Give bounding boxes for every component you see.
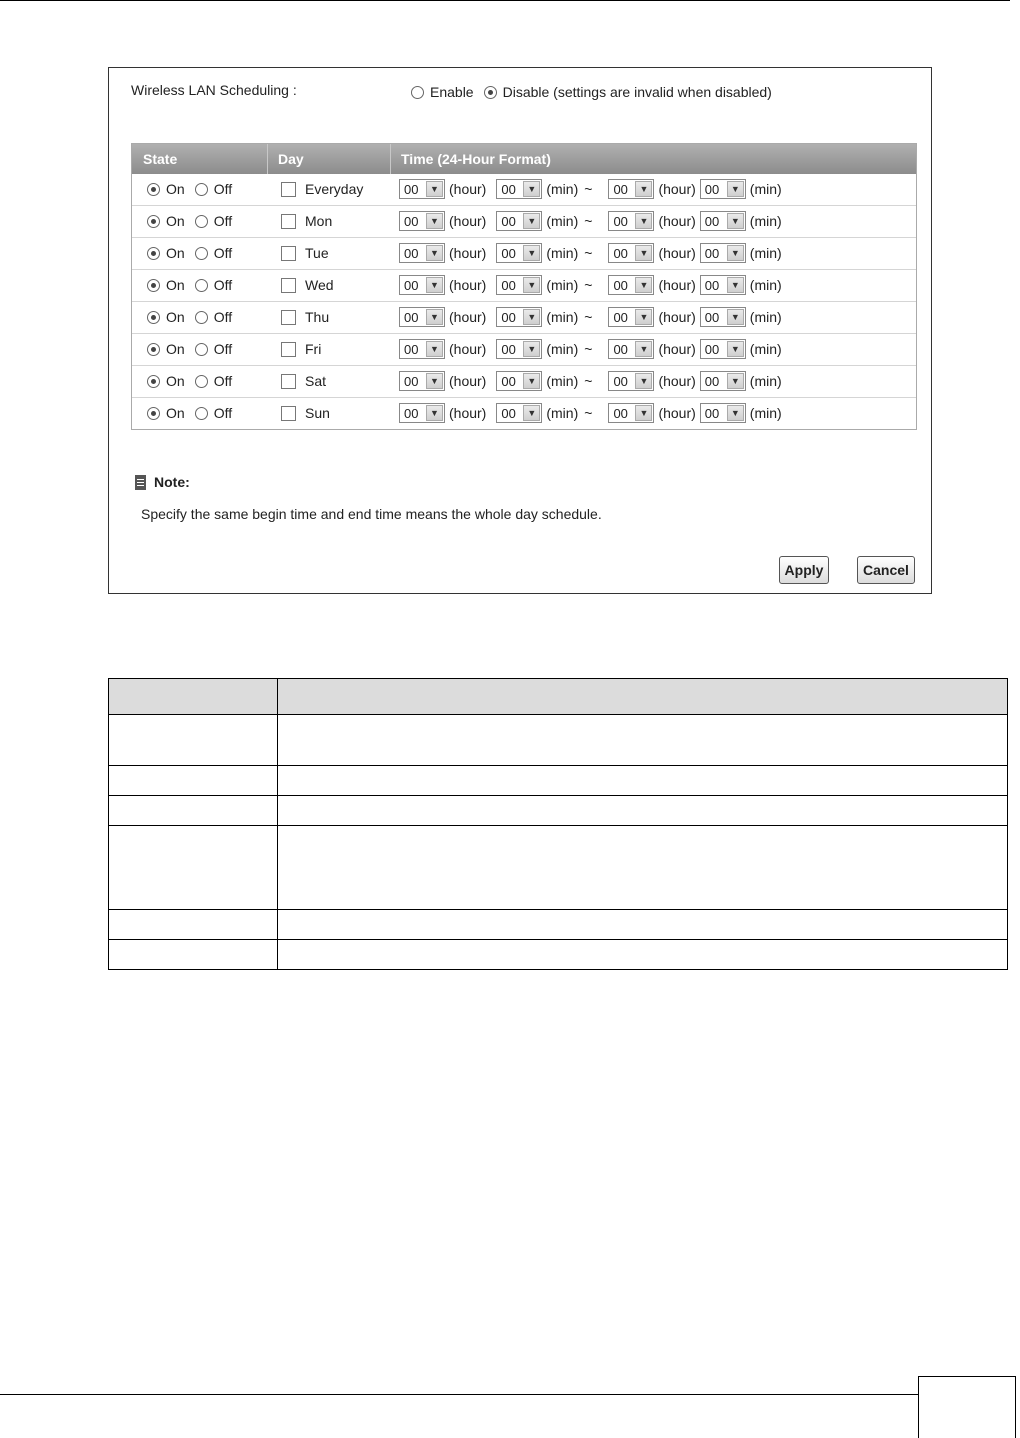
- state-on-radio[interactable]: [147, 407, 160, 420]
- schedule-rows: [132, 174, 916, 429]
- hour-unit: (hour): [658, 309, 696, 325]
- day-label: Everyday: [305, 181, 364, 197]
- chevron-down-icon: ▼: [523, 405, 540, 421]
- note-text: Specify the same begin time and end time means the whole day schedule.: [141, 506, 602, 522]
- chevron-down-icon: ▼: [635, 405, 652, 421]
- state-on-label: On: [166, 309, 185, 325]
- day-label: Fri: [305, 341, 322, 357]
- state-cell: [147, 341, 232, 357]
- state-on-label: On: [166, 277, 185, 293]
- start-hour-select-value: 00: [404, 277, 419, 293]
- end-min-select-value: 00: [704, 373, 720, 389]
- enable-radio[interactable]: [411, 86, 424, 99]
- state-on-label: On: [166, 213, 185, 229]
- end-min-select[interactable]: [700, 371, 746, 391]
- end-min-select[interactable]: [700, 243, 746, 263]
- chevron-down-icon: ▼: [635, 277, 652, 293]
- state-on-label: On: [166, 181, 185, 197]
- chevron-down-icon: ▼: [523, 309, 540, 325]
- end-hour-select-value: 00: [613, 309, 628, 325]
- end-min-select[interactable]: [700, 211, 746, 231]
- day-cell: [281, 373, 326, 389]
- schedule-row: [132, 237, 916, 269]
- end-min-select-value: 00: [704, 309, 720, 325]
- day-checkbox[interactable]: [281, 310, 296, 325]
- time-cell: [399, 403, 782, 423]
- state-off-radio[interactable]: [195, 407, 208, 420]
- start-min-select-value: 00: [501, 405, 516, 421]
- table-cell: [109, 796, 278, 826]
- state-on-label: On: [166, 373, 185, 389]
- day-checkbox[interactable]: [281, 374, 296, 389]
- min-unit: (min): [749, 373, 782, 389]
- state-on-label: On: [166, 341, 185, 357]
- hour-unit: (hour): [449, 181, 487, 197]
- hour-unit: (hour): [449, 245, 487, 261]
- hour-unit: (hour): [449, 309, 487, 325]
- time-cell: [399, 243, 782, 263]
- table-row: [109, 715, 1008, 766]
- table-cell: [278, 910, 1008, 940]
- day-cell: [281, 181, 363, 197]
- chevron-down-icon: ▼: [727, 277, 744, 293]
- end-hour-select-value: 00: [613, 405, 628, 421]
- start-min-select[interactable]: [496, 179, 542, 199]
- time-cell: [399, 211, 782, 231]
- schedule-row: [132, 205, 916, 237]
- start-hour-select[interactable]: [399, 179, 445, 199]
- disable-label: Disable (settings are invalid when disabled): [502, 84, 772, 100]
- note-icon: [135, 475, 146, 490]
- day-label: Thu: [305, 309, 330, 325]
- hour-unit: (hour): [658, 245, 696, 261]
- schedule-row: [132, 301, 916, 333]
- min-unit: (min): [546, 213, 579, 229]
- end-min-select[interactable]: [700, 275, 746, 295]
- min-unit: (min): [546, 309, 579, 325]
- state-off-label: Off: [213, 405, 233, 421]
- state-on-radio[interactable]: [147, 247, 160, 260]
- state-off-radio[interactable]: [195, 343, 208, 356]
- chevron-down-icon: ▼: [727, 341, 744, 357]
- state-off-label: Off: [213, 277, 233, 293]
- start-hour-select-value: 00: [404, 213, 419, 229]
- chevron-down-icon: ▼: [523, 213, 540, 229]
- header-divider: [267, 144, 268, 174]
- header-time: Time (24-Hour Format): [401, 151, 551, 167]
- chevron-down-icon: ▼: [635, 181, 652, 197]
- start-min-select[interactable]: [496, 371, 542, 391]
- state-cell: [147, 245, 232, 261]
- day-checkbox[interactable]: [281, 182, 296, 197]
- state-off-label: Off: [213, 181, 233, 197]
- state-on-radio[interactable]: [147, 311, 160, 324]
- table-cell: [278, 940, 1008, 970]
- time-cell: [399, 179, 782, 199]
- end-hour-select[interactable]: [608, 371, 654, 391]
- chevron-down-icon: ▼: [635, 341, 652, 357]
- day-checkbox[interactable]: [281, 278, 296, 293]
- table-header-cell: [109, 679, 278, 715]
- time-separator: ~: [584, 373, 593, 389]
- min-unit: (min): [546, 181, 579, 197]
- state-cell: [147, 181, 232, 197]
- start-min-select-value: 00: [501, 341, 516, 357]
- chevron-down-icon: ▼: [727, 181, 744, 197]
- table-header-cell: [278, 679, 1008, 715]
- state-cell: [147, 277, 232, 293]
- day-cell: [281, 341, 321, 357]
- chevron-down-icon: ▼: [426, 181, 443, 197]
- start-min-select[interactable]: [496, 275, 542, 295]
- chevron-down-icon: ▼: [635, 213, 652, 229]
- chevron-down-icon: ▼: [426, 309, 443, 325]
- end-min-select[interactable]: [700, 339, 746, 359]
- schedule-row: [132, 333, 916, 365]
- min-unit: (min): [546, 277, 579, 293]
- time-separator: ~: [584, 213, 593, 229]
- header-rule: [0, 0, 1010, 1]
- table-row: [109, 910, 1008, 940]
- hour-unit: (hour): [658, 373, 696, 389]
- end-hour-select-value: 00: [613, 213, 628, 229]
- hour-unit: (hour): [449, 213, 487, 229]
- day-cell: [281, 213, 332, 229]
- day-checkbox[interactable]: [281, 406, 296, 421]
- state-on-radio[interactable]: [147, 375, 160, 388]
- chevron-down-icon: ▼: [523, 373, 540, 389]
- end-hour-select-value: 00: [613, 277, 628, 293]
- chevron-down-icon: ▼: [727, 373, 744, 389]
- chevron-down-icon: ▼: [426, 277, 443, 293]
- start-min-select-value: 00: [501, 181, 516, 197]
- chevron-down-icon: ▼: [635, 245, 652, 261]
- note-heading: [135, 474, 190, 490]
- min-unit: (min): [546, 341, 579, 357]
- chevron-down-icon: ▼: [727, 309, 744, 325]
- header-divider: [390, 144, 391, 174]
- chevron-down-icon: ▼: [523, 277, 540, 293]
- end-hour-select[interactable]: [608, 339, 654, 359]
- start-min-select-value: 00: [501, 309, 516, 325]
- start-min-select-value: 00: [501, 277, 516, 293]
- day-label: Sun: [305, 405, 330, 421]
- start-hour-select[interactable]: [399, 243, 445, 263]
- table-row: [109, 826, 1008, 910]
- chevron-down-icon: ▼: [523, 245, 540, 261]
- start-min-select[interactable]: [496, 339, 542, 359]
- state-off-label: Off: [213, 309, 233, 325]
- enable-label: Enable: [430, 84, 474, 100]
- schedule-row: [132, 397, 916, 429]
- footer-rule: [0, 1394, 918, 1395]
- hour-unit: (hour): [449, 277, 487, 293]
- day-label: Mon: [305, 213, 333, 229]
- end-min-select-value: 00: [704, 181, 720, 197]
- chevron-down-icon: ▼: [727, 405, 744, 421]
- time-cell: [399, 275, 782, 295]
- table-header-row: [109, 679, 1008, 715]
- min-unit: (min): [749, 213, 782, 229]
- state-off-label: Off: [213, 341, 233, 357]
- end-hour-select-value: 00: [613, 341, 628, 357]
- header-state: State: [143, 151, 178, 167]
- start-hour-select-value: 00: [404, 373, 419, 389]
- schedule-row: [132, 174, 916, 205]
- state-off-label: Off: [213, 213, 233, 229]
- chevron-down-icon: ▼: [523, 341, 540, 357]
- day-cell: [281, 405, 330, 421]
- schedule-table: [131, 143, 917, 430]
- end-hour-select[interactable]: [608, 275, 654, 295]
- page-number-box: [918, 1376, 1016, 1438]
- min-unit: (min): [546, 245, 579, 261]
- start-hour-select[interactable]: [399, 275, 445, 295]
- state-off-radio[interactable]: [195, 183, 208, 196]
- day-label: Wed: [305, 277, 334, 293]
- start-min-select[interactable]: [496, 243, 542, 263]
- schedule-row: [132, 269, 916, 301]
- table-cell: [278, 766, 1008, 796]
- state-on-radio[interactable]: [147, 215, 160, 228]
- state-on-label: On: [166, 245, 185, 261]
- wireless-scheduling-panel: [108, 67, 932, 594]
- hour-unit: (hour): [658, 181, 696, 197]
- start-min-select[interactable]: [496, 403, 542, 423]
- state-off-radio[interactable]: [195, 215, 208, 228]
- state-off-label: Off: [213, 245, 233, 261]
- end-hour-select[interactable]: [608, 211, 654, 231]
- state-off-radio[interactable]: [195, 375, 208, 388]
- state-cell: [147, 213, 232, 229]
- scheduling-label: Wireless LAN Scheduling :: [131, 82, 297, 98]
- apply-button[interactable]: Apply: [779, 556, 829, 584]
- start-min-select-value: 00: [501, 245, 516, 261]
- chevron-down-icon: ▼: [426, 341, 443, 357]
- chevron-down-icon: ▼: [426, 405, 443, 421]
- chevron-down-icon: ▼: [426, 373, 443, 389]
- start-min-select-value: 00: [501, 373, 516, 389]
- start-hour-select[interactable]: [399, 371, 445, 391]
- field-description-table: [108, 678, 1008, 970]
- hour-unit: (hour): [658, 341, 696, 357]
- end-min-select[interactable]: [700, 307, 746, 327]
- min-unit: (min): [749, 277, 782, 293]
- table-cell: [109, 826, 278, 910]
- day-checkbox[interactable]: [281, 342, 296, 357]
- chevron-down-icon: ▼: [635, 309, 652, 325]
- end-min-select[interactable]: [700, 403, 746, 423]
- time-separator: ~: [584, 181, 593, 197]
- end-hour-select[interactable]: [608, 243, 654, 263]
- hour-unit: (hour): [658, 277, 696, 293]
- time-separator: ~: [584, 245, 593, 261]
- day-label: Sat: [305, 373, 327, 389]
- note-title: Note:: [154, 474, 190, 490]
- scheduling-options: [411, 84, 782, 100]
- start-hour-select[interactable]: [399, 307, 445, 327]
- day-checkbox[interactable]: [281, 246, 296, 261]
- chevron-down-icon: ▼: [523, 181, 540, 197]
- day-label: Tue: [305, 245, 329, 261]
- end-hour-select[interactable]: [608, 307, 654, 327]
- hour-unit: (hour): [449, 405, 487, 421]
- table-row: [109, 766, 1008, 796]
- table-cell: [109, 766, 278, 796]
- table-cell: [109, 715, 278, 766]
- chevron-down-icon: ▼: [426, 245, 443, 261]
- cancel-button[interactable]: Cancel: [857, 556, 915, 584]
- min-unit: (min): [749, 341, 782, 357]
- table-row: [109, 796, 1008, 826]
- start-hour-select-value: 00: [404, 341, 419, 357]
- start-hour-select-value: 00: [404, 245, 419, 261]
- header-day: Day: [278, 151, 304, 167]
- day-checkbox[interactable]: [281, 214, 296, 229]
- min-unit: (min): [749, 245, 782, 261]
- time-cell: [399, 339, 782, 359]
- state-off-radio[interactable]: [195, 311, 208, 324]
- time-separator: ~: [584, 277, 593, 293]
- table-cell: [109, 940, 278, 970]
- disable-radio[interactable]: [484, 86, 497, 99]
- day-cell: [281, 245, 329, 261]
- start-hour-select-value: 00: [404, 309, 419, 325]
- time-cell: [399, 371, 782, 391]
- end-min-select-value: 00: [704, 405, 720, 421]
- end-min-select-value: 00: [704, 277, 720, 293]
- time-cell: [399, 307, 782, 327]
- end-hour-select-value: 00: [613, 245, 628, 261]
- table-cell: [278, 715, 1008, 766]
- state-cell: [147, 405, 232, 421]
- table-row: [109, 940, 1008, 970]
- min-unit: (min): [749, 405, 782, 421]
- schedule-row: [132, 365, 916, 397]
- min-unit: (min): [546, 405, 579, 421]
- min-unit: (min): [749, 181, 782, 197]
- chevron-down-icon: ▼: [635, 373, 652, 389]
- state-on-label: On: [166, 405, 185, 421]
- start-hour-select[interactable]: [399, 211, 445, 231]
- chevron-down-icon: ▼: [426, 213, 443, 229]
- end-min-select-value: 00: [704, 213, 720, 229]
- scheduling-toggle-row: [131, 82, 911, 102]
- state-on-radio[interactable]: [147, 343, 160, 356]
- state-off-radio[interactable]: [195, 279, 208, 292]
- start-hour-select-value: 00: [404, 181, 419, 197]
- hour-unit: (hour): [449, 373, 487, 389]
- state-on-radio[interactable]: [147, 183, 160, 196]
- state-off-radio[interactable]: [195, 247, 208, 260]
- time-separator: ~: [584, 405, 593, 421]
- table-cell: [109, 910, 278, 940]
- min-unit: (min): [749, 309, 782, 325]
- end-min-select[interactable]: [700, 179, 746, 199]
- schedule-table-header: [132, 144, 916, 174]
- end-min-select-value: 00: [704, 341, 720, 357]
- end-min-select-value: 00: [704, 245, 720, 261]
- table-cell: [278, 796, 1008, 826]
- chevron-down-icon: ▼: [727, 245, 744, 261]
- time-separator: ~: [584, 341, 593, 357]
- start-hour-select-value: 00: [404, 405, 419, 421]
- table-cell: [278, 826, 1008, 910]
- start-hour-select[interactable]: [399, 403, 445, 423]
- end-hour-select[interactable]: [608, 403, 654, 423]
- state-cell: [147, 373, 232, 389]
- end-hour-select[interactable]: [608, 179, 654, 199]
- hour-unit: (hour): [658, 213, 696, 229]
- day-cell: [281, 309, 329, 325]
- min-unit: (min): [546, 373, 579, 389]
- hour-unit: (hour): [449, 341, 487, 357]
- state-off-label: Off: [213, 373, 233, 389]
- start-min-select[interactable]: [496, 307, 542, 327]
- end-hour-select-value: 00: [613, 373, 628, 389]
- chevron-down-icon: ▼: [727, 213, 744, 229]
- start-hour-select[interactable]: [399, 339, 445, 359]
- start-min-select-value: 00: [501, 213, 516, 229]
- time-separator: ~: [584, 309, 593, 325]
- state-cell: [147, 309, 232, 325]
- state-on-radio[interactable]: [147, 279, 160, 292]
- day-cell: [281, 277, 334, 293]
- start-min-select[interactable]: [496, 211, 542, 231]
- end-hour-select-value: 00: [613, 181, 628, 197]
- hour-unit: (hour): [658, 405, 696, 421]
